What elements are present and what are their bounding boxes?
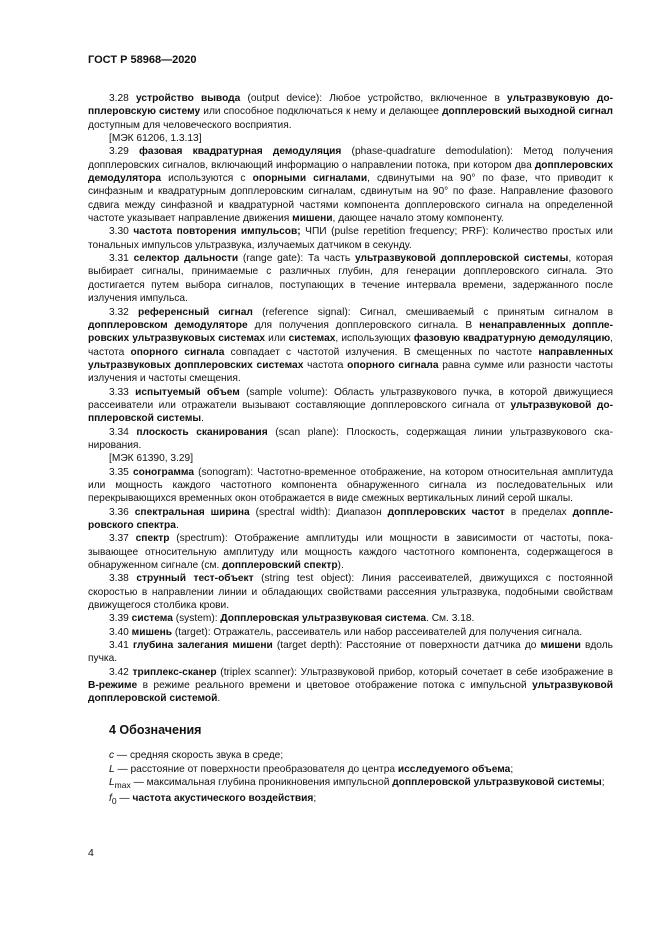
symbol-entry: [88, 763, 613, 776]
symbol: L: [109, 776, 115, 788]
term-text: используются с: [161, 173, 253, 185]
term-entry: [88, 386, 613, 426]
term-name: глубина залегания мишени: [132, 640, 273, 652]
term-entry: [88, 426, 613, 453]
term-reference: допплеровских демодулятора: [88, 159, 613, 185]
symbol-entry: [88, 749, 613, 762]
symbol-text: — средняя скорость звука в среде;: [114, 750, 284, 762]
term-reference: Допплеровская ультразвуковая система: [220, 613, 427, 625]
term-text: , дающее начало этому компоненту.: [332, 213, 504, 225]
term-reference: ультразвуковой допплеровской системы: [88, 399, 613, 425]
term-reference: мишени: [540, 640, 581, 652]
symbol-text: — расстояние от поверхности преобразователя до центра: [114, 763, 398, 775]
term-reference: допплеровских частот: [387, 506, 505, 518]
term-entry: [88, 666, 613, 706]
term-number: 3.42: [109, 666, 129, 678]
term-text: в пределах: [504, 506, 573, 518]
term-number: 3.34: [109, 426, 129, 438]
symbol-subscript: 0: [111, 796, 117, 807]
term-text: (scan plane): Плоскость, содержащая линии ультразвукового сканирования.: [88, 426, 613, 451]
symbol-entry: [88, 776, 613, 792]
term-text: (reference signal): Сигнал, смешиваемый с принятым сигналом в: [252, 306, 613, 318]
term-name: селектор дальности: [133, 253, 239, 265]
term-name: спектральная ширина: [134, 506, 250, 518]
term-number: 3.35: [109, 466, 129, 478]
term-entry: [88, 506, 613, 533]
term-number: 3.28: [109, 93, 129, 104]
term-reference: системах: [288, 333, 336, 345]
term-text: в режиме реального времени и цветовое отображение потока с импульсной: [137, 680, 533, 692]
term-text: (spectrum): Отображение амплитуды или мощности в зависимости от частоты, показывающее относительную амплитуду или мощность каждого частотного компонента, содержащегося в обнаруженном сигнале (см.: [88, 533, 613, 572]
symbols-list: [88, 749, 613, 808]
term-reference: допплеровском демодуляторе: [88, 319, 248, 331]
term-text: (system):: [172, 613, 221, 625]
term-text: , использующих: [335, 333, 414, 345]
term-number: 3.36: [109, 506, 129, 518]
symbol: L: [109, 763, 115, 775]
terms-list: [88, 92, 613, 706]
term-reference: опорного сигнала: [130, 346, 225, 358]
term-text: .: [201, 413, 204, 425]
term-name: сонограмма: [133, 466, 195, 478]
term-name: устройство вывода: [136, 93, 241, 104]
term-entry: [88, 466, 613, 506]
term-text: вдоль пучка.: [88, 640, 613, 665]
term-entry: [88, 92, 613, 132]
term-entry: [88, 306, 613, 386]
term-reference: опорными сигналами: [252, 173, 368, 185]
term-text: (string test object): Линия рассеивателей, движущихся с постоянной скоростью в направлении линии и обладающих свойствами рассеяния ультразвука, подобными свойствам движущегося столбика крови.: [88, 573, 613, 612]
term-name: частота повторения импульсов;: [133, 226, 301, 238]
term-entry: [88, 612, 613, 625]
symbol-text: ;: [510, 763, 514, 775]
term-entry: [88, 626, 613, 639]
term-text: или: [265, 333, 289, 345]
term-number: 3.31: [109, 253, 129, 265]
term-text: (target depth): Расстояние от поверхности датчика до: [272, 640, 541, 652]
term-reference: допплеровский спектр: [222, 560, 338, 572]
term-name: мишень: [131, 626, 173, 638]
term-text: (phase-quadrature demodulation): Метод получения допплеровских сигналов, включающий информацию о направлении потока, при котором два: [88, 146, 613, 171]
term-text: (range gate): Та часть: [238, 253, 355, 265]
document-body: [88, 92, 613, 809]
term-number: 3.37: [109, 533, 129, 545]
document-header: ГОСТ Р 58968—2020: [88, 54, 197, 66]
term-entry: [88, 639, 613, 666]
term-entry: [88, 532, 613, 572]
term-number: 3.33: [109, 386, 129, 398]
term-reference: В-режиме: [88, 680, 138, 692]
term-name: система: [131, 613, 173, 625]
symbol: f: [109, 793, 112, 805]
term-text: . См. 3.18.: [426, 613, 475, 625]
term-reference: исследуемого объема: [397, 763, 511, 775]
source-reference: [МЭК 61390, 3.29]: [109, 453, 194, 465]
term-number: 3.32: [109, 306, 129, 318]
term-reference: допплеровской ультразвуковой системы: [392, 776, 602, 788]
term-number: 3.41: [109, 640, 129, 652]
term-text: или способное подключаться к нему и делающее: [200, 106, 443, 118]
symbol-text: —: [116, 793, 133, 805]
term-text: доступным для человеческого восприятия.: [88, 119, 292, 131]
term-text: ).: [337, 560, 344, 572]
term-entry: [88, 252, 613, 305]
term-text: (target): Отражатель, рассеиватель или набор рассеивателей для получения сигнала.: [172, 626, 583, 638]
term-reference: мишени: [292, 213, 333, 225]
term-text: (triplex scanner): Ультразвуковой прибор, который сочетает в себе изображение в: [216, 666, 613, 678]
term-text: частота: [303, 359, 348, 371]
term-reference: ультразвуковой допплеровской системы: [354, 253, 569, 265]
term-reference: ультразвуковой допплеровской системой: [88, 680, 613, 705]
term-name: референсный сигнал: [138, 306, 253, 318]
term-reference: ненаправленных допплеровских ультразвуковых системах: [88, 319, 613, 345]
term-reference: опорного сигнала: [347, 359, 439, 371]
symbol: c: [109, 750, 115, 762]
term-text: , частота: [88, 333, 613, 358]
page-number: 4: [88, 847, 94, 859]
term-name: испытуемый объем: [135, 386, 240, 398]
term-number: 3.39: [109, 613, 129, 625]
term-entry: [88, 572, 613, 612]
term-reference: направленных ультразвуковых допплеровских системах: [88, 346, 613, 371]
term-text: равна сумме или разности частоты излучения и частоты смещения.: [88, 359, 613, 385]
term-text: совпадает с частотой излучения. В смещенных по частоте: [224, 346, 539, 358]
term-reference: допплеровского спектра: [88, 506, 613, 531]
term-text: (output device): Любое устройство, включенное в: [240, 93, 508, 104]
term-reference: допплеровский выходной сигнал: [442, 106, 614, 118]
term-text: (spectral width): Диапазон: [249, 506, 388, 518]
term-entry: [88, 225, 613, 252]
term-entry: [88, 145, 613, 225]
symbol-entry: [88, 792, 613, 808]
term-name: спектр: [135, 533, 170, 545]
term-reference: частота акустического воздействия: [132, 793, 314, 805]
term-name: струнный тест-объект: [136, 573, 254, 585]
term-text: ЧПИ (pulse repetition frequency; PRF): Количество простых или тональных импульсов ультразвука, излучаемых датчиком в секунду.: [88, 226, 613, 251]
term-reference: ультразвуковую допплеровскую систему: [88, 93, 613, 118]
term-name: триплекс-сканер: [132, 666, 217, 678]
symbol-subscript: max: [114, 779, 131, 790]
symbol-text: — максимальная глубина проникновения импульсной: [130, 776, 393, 788]
term-text: .: [217, 693, 221, 705]
term-text: для получения допплеровского сигнала. В: [247, 319, 480, 331]
term-number: 3.40: [109, 626, 129, 638]
source-reference: [МЭК 61206, 1.3.13]: [109, 133, 202, 145]
term-text: (sample volume): Область ультразвукового пучка, в которой движущиеся рассеиватели или отражатели вызывают составляющие допплеровского сигнала от: [88, 386, 613, 411]
term-number: 3.38: [109, 573, 129, 585]
term-text: (sonogram): Частотно-временное отображение, на котором относительная амплитуда или мощность каждого частотного компонента обнаруженного сигнала из последовательных или перекрывающихся временных окон отображается в виде смежных вертикальных линий серой шкалы.: [88, 466, 613, 505]
term-number: 3.30: [109, 226, 129, 238]
term-name: фазовая квадратурная демодуляция: [139, 146, 342, 158]
term-reference: фазовую квадратурную демодуляцию: [413, 333, 611, 345]
term-number: 3.29: [109, 146, 129, 158]
term-text: , которая выбирает сигналы, принимаемые с различных глубин, для генерации допплеровского сигнала. Это достигается путем выбора сигналов, поступающих в течение интервала времени, задержанного после излучения импульса.: [88, 253, 614, 305]
term-name: плоскость сканирования: [136, 426, 268, 438]
symbol-text: ;: [601, 776, 605, 788]
term-text: .: [175, 520, 179, 531]
symbol-text: ;: [313, 793, 317, 805]
term-text: , сдвинутыми на 90° по фазе, что приводит к синфазным и квадратурным допплеровским сигналам, сдвинутым на 90° по фазе. Направление фазового сдвига между синфазной и квадратурной частями компонента допплеровского сигнала на определенной частоте указывает направление движения: [88, 173, 614, 225]
section-heading: 4 Обозначения: [109, 722, 202, 737]
